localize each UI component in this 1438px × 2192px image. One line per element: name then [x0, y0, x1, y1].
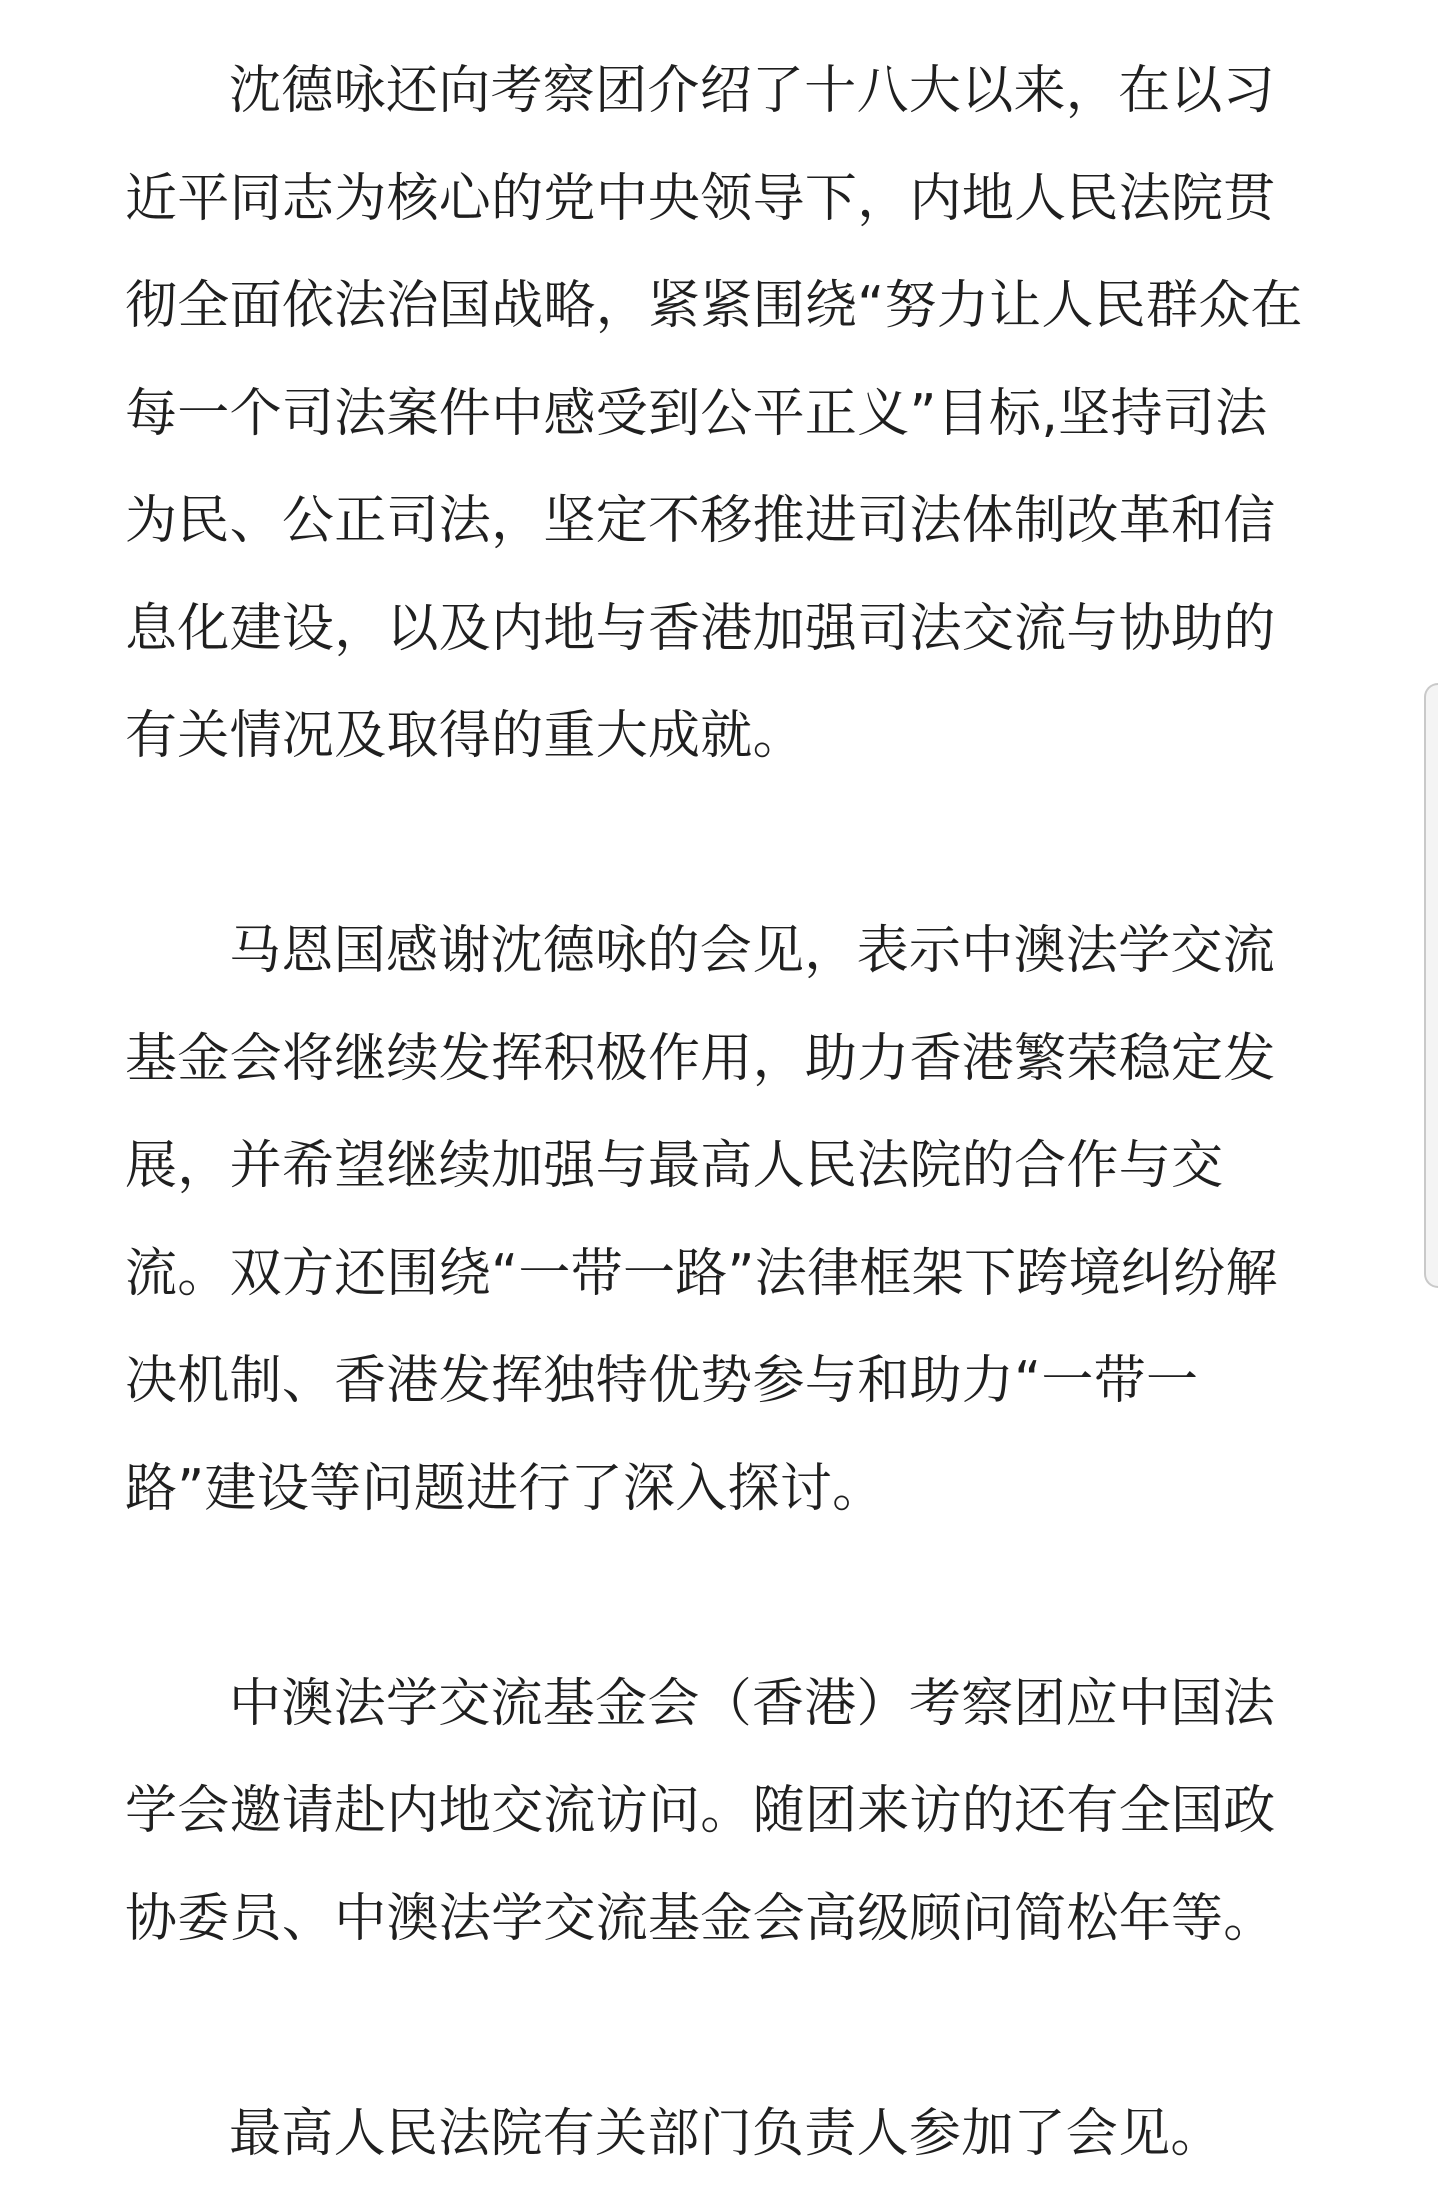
- scroll-indicator[interactable]: [1424, 683, 1438, 1288]
- article-body: [125, 38, 1315, 2188]
- paragraph: 中澳法学交流基金会（香港）考察团应中国法学会邀请赴内地交流访问。随团来访的还有全国政协委员、中澳法学交流基金会高级顾问简松年等。: [125, 1673, 1276, 1949]
- paragraph: 最高人民法院有关部门负责人参加了会见。: [229, 2103, 1223, 2164]
- paragraph: 马恩国感谢沈德咏的会见，表示中澳法学交流基金会将继续发挥积极作用，助力香港繁荣稳定发展，并希望继续加强与最高人民法院的合作与交流。双方还围绕“一带一路”法律框架下跨境纠纷解决机制、香港发挥独特优势参与和助力“一带一路”建设等问题进行了深入探讨。: [125, 921, 1278, 1519]
- paragraph: 沈德咏还向考察团介绍了十八大以来，在以习近平同志为核心的党中央领导下，内地人民法院贯彻全面依法治国战略，紧紧围绕“努力让人民群众在每一个司法案件中感受到公平正义”目标,坚持司法为民、公正司法，坚定不移推进司法体制改革和信息化建设，以及内地与香港加强司法交流与协助的有关情况及取得的重大成就。: [125, 61, 1303, 766]
